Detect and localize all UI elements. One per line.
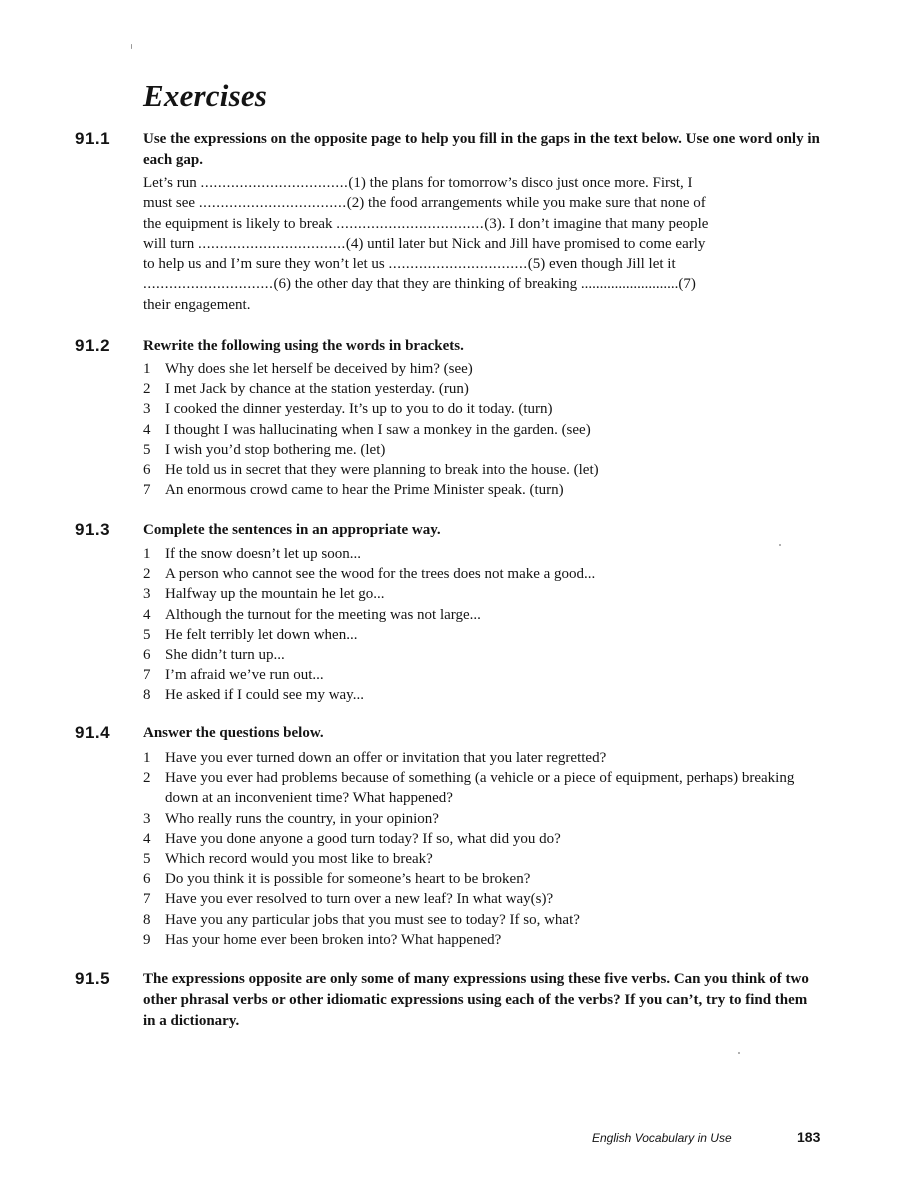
item-text: Who really runs the country, in your opinion? bbox=[165, 810, 439, 827]
exercise-instruction: Complete the sentences in an appropriate way. bbox=[143, 522, 441, 538]
item-text: I thought I was hallucinating when I saw a monkey in the garden. (see) bbox=[165, 421, 591, 438]
list-item bbox=[143, 869, 823, 889]
item-number: 6 bbox=[143, 647, 151, 664]
line-text: (2) the food arrangements while you make sure that none of bbox=[346, 195, 706, 212]
book-title: English Vocabulary in Use bbox=[592, 1131, 732, 1145]
gap-dots: .................................. bbox=[198, 195, 347, 212]
item-text: She didn’t turn up... bbox=[165, 647, 285, 664]
item-number: 1 bbox=[143, 750, 151, 766]
gap-dots: .................................. bbox=[200, 175, 349, 191]
item-number: 5 bbox=[143, 851, 151, 868]
list-item bbox=[143, 420, 823, 440]
list-item bbox=[143, 849, 823, 869]
exercise-number: 91.4 bbox=[75, 723, 111, 742]
item-text: He felt terribly let down when... bbox=[165, 626, 358, 643]
item-number: 3 bbox=[143, 401, 151, 418]
page-number: 183 bbox=[797, 1129, 821, 1145]
item-number: 5 bbox=[143, 441, 151, 458]
line-text: will turn bbox=[143, 235, 198, 252]
item-number: 4 bbox=[143, 830, 151, 847]
item-number: 3 bbox=[143, 810, 151, 827]
item-number: 7 bbox=[143, 482, 151, 499]
item-number: 4 bbox=[143, 606, 151, 623]
line-text: to help us and I’m sure they won’t let us bbox=[143, 256, 389, 273]
text-line bbox=[143, 193, 818, 213]
gap-dots: .................................. bbox=[198, 235, 346, 252]
list-item bbox=[143, 440, 823, 460]
exercise-number: 91.1 bbox=[75, 129, 111, 148]
text-line bbox=[143, 274, 818, 294]
item-text: Have you done anyone a good turn today? If so, what did you do? bbox=[165, 830, 561, 847]
list-item bbox=[143, 645, 823, 665]
item-number: 7 bbox=[143, 891, 151, 908]
list-item bbox=[143, 564, 823, 584]
list-item bbox=[143, 359, 823, 379]
list-item bbox=[143, 910, 823, 930]
item-text: Halfway up the mountain he let go... bbox=[165, 586, 385, 603]
gap-fill-text bbox=[143, 173, 818, 315]
item-text: Have you any particular jobs that you must see to today? If so, what? bbox=[165, 911, 580, 928]
list-item bbox=[143, 460, 823, 480]
exercise-instruction: Answer the questions below. bbox=[143, 725, 324, 741]
exercise-number: 91.5 bbox=[75, 969, 111, 988]
item-number: 9 bbox=[143, 931, 151, 948]
line-text: (5) even though Jill let it bbox=[527, 256, 676, 273]
text-line bbox=[143, 295, 818, 315]
item-number: 6 bbox=[143, 462, 151, 479]
exercise-instruction: The expressions opposite are only some of many expressions using these five verbs. Can you think of two other phrasal verbs or other idiomatic expressions using each of the verbs? If you can’t, try to find them in a dictionary. bbox=[143, 971, 809, 1029]
item-number: 3 bbox=[143, 586, 151, 603]
item-text: I’m afraid we’ve run out... bbox=[165, 667, 324, 684]
item-text: I wish you’d stop bothering me. (let) bbox=[165, 441, 386, 458]
list-item bbox=[143, 399, 823, 419]
gap-dots: .................................. bbox=[336, 215, 485, 232]
item-number: 1 bbox=[143, 361, 151, 377]
item-text: Have you ever resolved to turn over a new leaf? In what way(s)? bbox=[165, 891, 554, 908]
gap-dots: ................................ bbox=[388, 256, 528, 273]
exercise-number: 91.2 bbox=[75, 336, 111, 355]
scan-speck bbox=[131, 44, 132, 49]
item-text: He asked if I could see my way... bbox=[165, 687, 364, 704]
list-item bbox=[143, 584, 823, 604]
text-line bbox=[143, 234, 818, 254]
line-text: their engagement. bbox=[143, 296, 251, 313]
line-text: must see bbox=[143, 195, 199, 212]
list-item bbox=[143, 889, 823, 909]
line-text: (6) the other day that they are thinking of breaking ..........................(7) bbox=[273, 276, 696, 293]
item-text: Which record would you most like to break? bbox=[165, 851, 433, 868]
list-item bbox=[143, 544, 823, 564]
item-number: 8 bbox=[143, 687, 151, 704]
item-number: 2 bbox=[143, 566, 151, 583]
gap-dots: .............................. bbox=[143, 276, 274, 293]
list-item bbox=[143, 930, 823, 950]
line-text: the equipment is likely to break bbox=[143, 215, 337, 232]
line-text: Let’s run bbox=[143, 175, 201, 191]
item-number: 6 bbox=[143, 871, 151, 888]
item-text: I met Jack by chance at the station yesterday. (run) bbox=[165, 381, 469, 398]
item-number: 4 bbox=[143, 421, 151, 438]
item-number: 5 bbox=[143, 626, 151, 643]
item-number: 1 bbox=[143, 546, 151, 562]
list-item bbox=[143, 665, 823, 685]
item-text: Although the turnout for the meeting was not large... bbox=[165, 606, 481, 623]
question-list bbox=[143, 544, 823, 706]
list-item bbox=[143, 379, 823, 399]
item-number: 2 bbox=[143, 381, 151, 398]
question-list bbox=[143, 748, 823, 950]
list-item bbox=[143, 809, 823, 829]
line-text: (4) until later but Nick and Jill have promised to come early bbox=[345, 235, 706, 252]
item-text: Have you ever turned down an offer or invitation that you later regretted? bbox=[165, 750, 607, 766]
line-text: (3). I don’t imagine that many people bbox=[484, 215, 709, 232]
item-text: I cooked the dinner yesterday. It’s up to you to do it today. (turn) bbox=[165, 401, 553, 418]
list-item bbox=[143, 685, 823, 705]
item-text: An enormous crowd came to hear the Prime Minister speak. (turn) bbox=[165, 482, 564, 499]
exercise-number: 91.3 bbox=[75, 520, 111, 539]
list-item bbox=[143, 748, 823, 768]
list-item bbox=[143, 605, 823, 625]
list-item bbox=[143, 480, 823, 500]
item-text: He told us in secret that they were planning to break into the house. (let) bbox=[165, 462, 599, 479]
exercise-instruction: Use the expressions on the opposite page to help you fill in the gaps in the text below. Use one word only in each gap. bbox=[143, 131, 820, 168]
list-item bbox=[143, 829, 823, 849]
list-item bbox=[143, 768, 823, 808]
text-line bbox=[143, 254, 818, 274]
item-text: If the snow doesn’t let up soon... bbox=[165, 546, 361, 562]
item-text: Why does she let herself be deceived by him? (see) bbox=[165, 361, 473, 377]
page-title: Exercises bbox=[143, 78, 268, 113]
item-text: Have you ever had problems because of something (a vehicle or a piece of equipment, perhaps) breaking down at an inconvenient time? What happened? bbox=[165, 770, 795, 807]
line-text: (1) the plans for tomorrow’s disco just once more. First, I bbox=[348, 175, 693, 191]
scan-speck bbox=[738, 1052, 740, 1054]
item-number: 8 bbox=[143, 911, 151, 928]
question-list bbox=[143, 359, 823, 500]
item-text: Has your home ever been broken into? What happened? bbox=[165, 931, 502, 948]
text-line bbox=[143, 214, 818, 234]
text-line bbox=[143, 173, 818, 193]
item-text: Do you think it is possible for someone’s heart to be broken? bbox=[165, 871, 531, 888]
exercise-instruction: Rewrite the following using the words in brackets. bbox=[143, 338, 464, 354]
item-number: 7 bbox=[143, 667, 151, 684]
list-item bbox=[143, 625, 823, 645]
item-number: 2 bbox=[143, 770, 151, 787]
item-text: A person who cannot see the wood for the trees does not make a good... bbox=[165, 566, 596, 583]
